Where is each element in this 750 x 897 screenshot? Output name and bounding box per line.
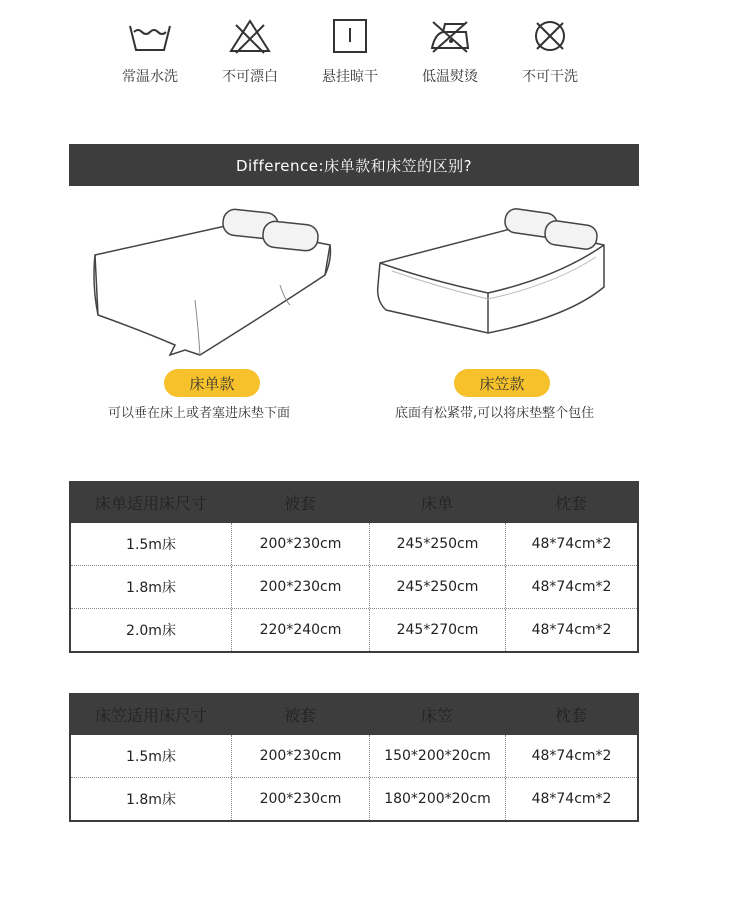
care-item-wash (100, 18, 200, 86)
care-item-hang (300, 18, 400, 86)
hang-dry-icon (327, 18, 373, 54)
fitted-sheet-badge: 床笠款 (454, 369, 550, 397)
cell-duvet: 200*230cm (231, 523, 369, 565)
care-label-bleach: 不可漂白 (222, 69, 278, 85)
cell-duvet: 200*230cm (231, 778, 369, 820)
table-row (71, 777, 637, 820)
cell-duvet: 200*230cm (231, 566, 369, 608)
flat-sheet-badge: 床单款 (164, 369, 260, 397)
header-duvet: 被套 (283, 705, 316, 725)
table-row (71, 565, 637, 608)
care-item-bleach (200, 18, 300, 86)
cell-pillowcase: 48*74cm*2 (505, 566, 637, 608)
header-bed-size: 床单适用床尺寸 (94, 493, 207, 513)
header-sheet: 床单 (420, 493, 453, 513)
cell-fitted-sheet: 150*200*20cm (369, 735, 505, 777)
header-pillowcase: 枕套 (554, 493, 587, 513)
table-row (71, 523, 637, 565)
table-header (71, 481, 637, 523)
fitted-sheet-bed-illustration (368, 205, 618, 355)
care-item-iron (400, 18, 500, 86)
cell-pillowcase: 48*74cm*2 (505, 523, 637, 565)
header-duvet: 被套 (283, 493, 316, 513)
cell-bed-size: 1.5m床 (126, 537, 176, 553)
cell-fitted-sheet: 180*200*20cm (369, 778, 505, 820)
flat-sheet-description: 可以垂在床上或者塞进床垫下面 (108, 406, 291, 421)
care-item-dryclean (500, 18, 600, 86)
table-row (71, 735, 637, 777)
header-bed-size: 床笠适用床尺寸 (94, 705, 207, 725)
care-label-wash: 常温水洗 (122, 69, 178, 85)
header-pillowcase: 枕套 (554, 705, 587, 725)
cell-duvet: 220*240cm (231, 609, 369, 651)
cell-pillowcase: 48*74cm*2 (505, 778, 637, 820)
cell-pillowcase: 48*74cm*2 (505, 735, 637, 777)
care-label-hang: 悬挂晾干 (322, 69, 378, 85)
cell-sheet: 245*250cm (369, 566, 505, 608)
no-bleach-icon (227, 18, 273, 54)
flat-sheet-bed-illustration (80, 205, 350, 365)
table-header (71, 693, 637, 735)
table-row (71, 608, 637, 651)
cell-sheet: 245*270cm (369, 609, 505, 651)
cell-bed-size: 1.8m床 (126, 792, 176, 808)
care-label-iron: 低温熨烫 (422, 69, 478, 85)
difference-banner: Difference:床单款和床笠的区别? (69, 144, 639, 186)
cell-bed-size: 1.5m床 (126, 749, 176, 765)
flat-sheet-size-table (69, 481, 639, 653)
fitted-sheet-size-table (69, 693, 639, 822)
no-dry-clean-icon (527, 18, 573, 54)
cell-duvet: 200*230cm (231, 735, 369, 777)
care-instructions (100, 18, 600, 88)
cell-sheet: 245*250cm (369, 523, 505, 565)
header-fitted-sheet: 床笠 (420, 705, 453, 725)
low-iron-icon (427, 18, 473, 54)
cell-pillowcase: 48*74cm*2 (505, 609, 637, 651)
care-label-dryclean: 不可干洗 (522, 69, 578, 85)
cell-bed-size: 1.8m床 (126, 580, 176, 596)
cell-bed-size: 2.0m床 (126, 623, 176, 639)
wash-tub-icon (127, 18, 173, 54)
fitted-sheet-description: 底面有松紧带,可以将床垫整个包住 (395, 406, 595, 421)
